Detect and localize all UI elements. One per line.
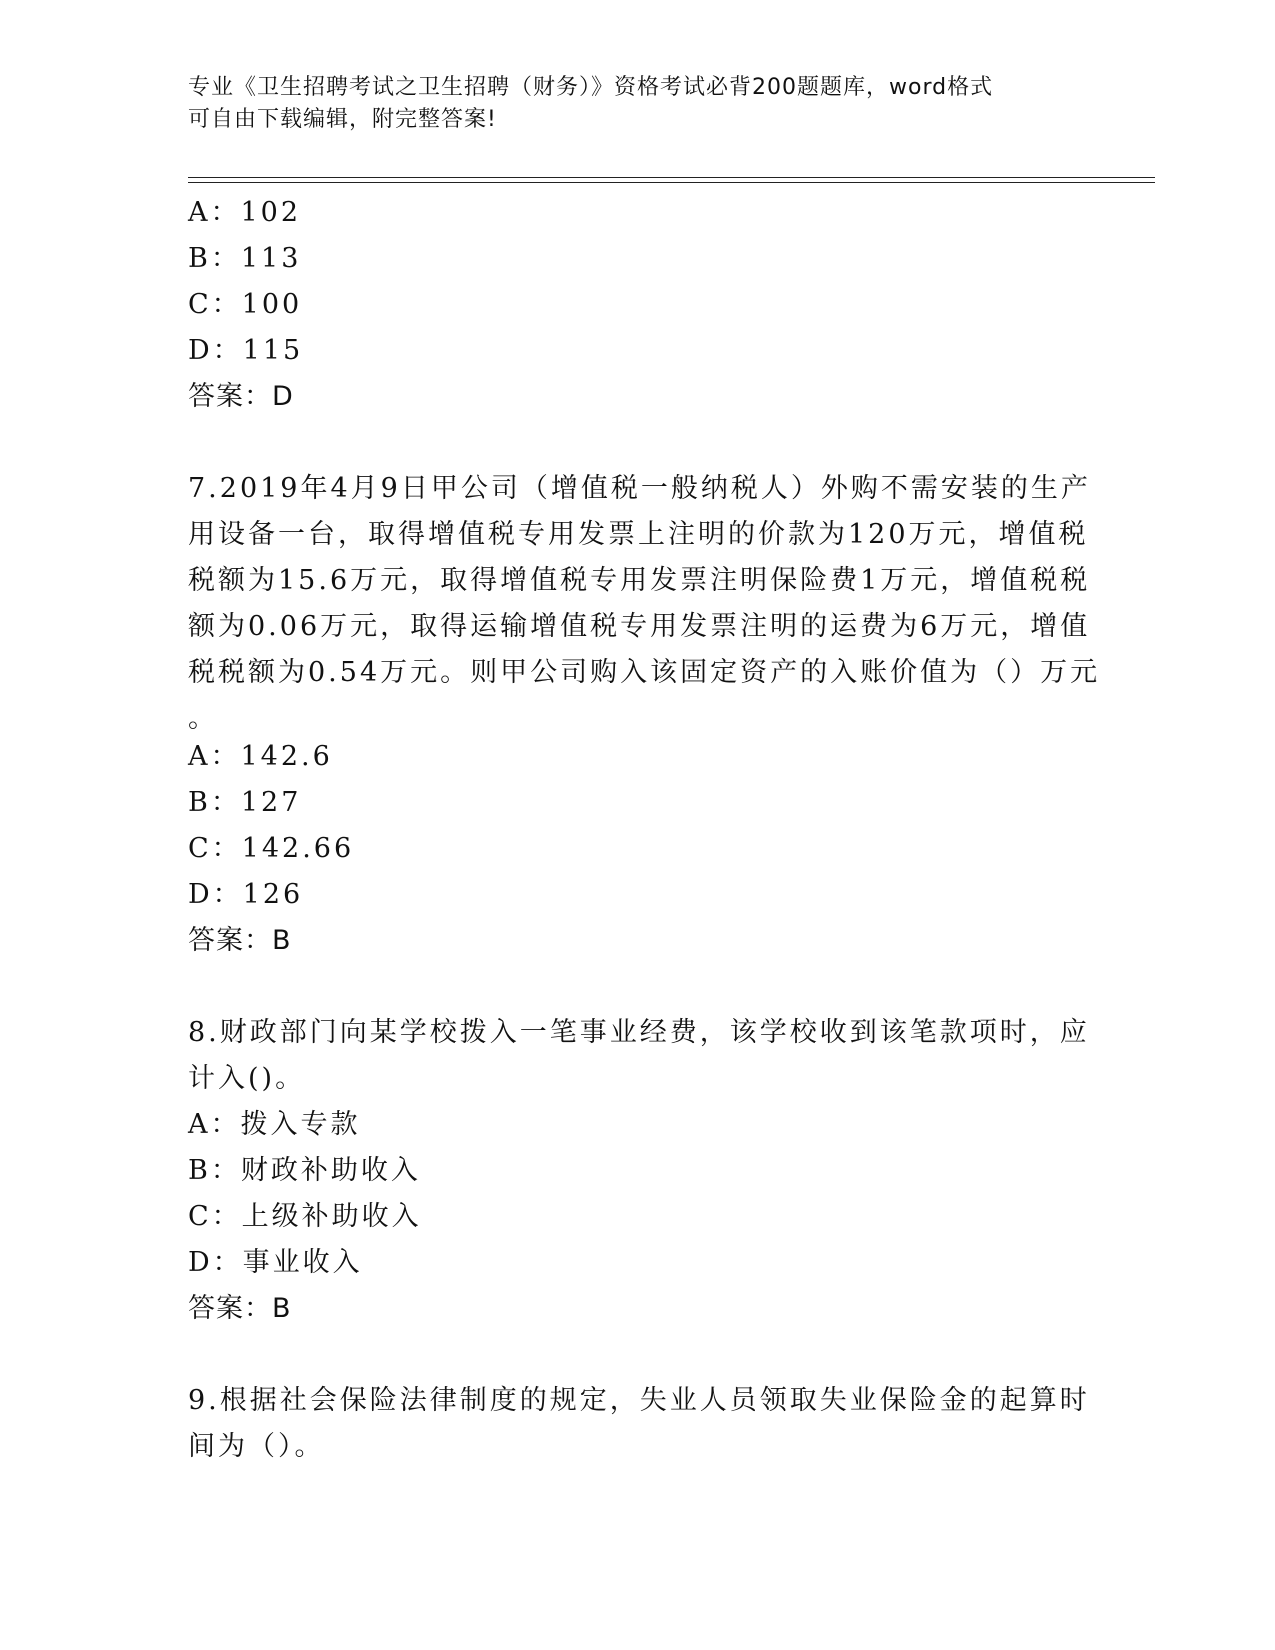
question-7 [188, 466, 1101, 964]
question-text-line: 用设备一台，取得增值税专用发票上注明的价款为120万元，增值税 [188, 519, 1089, 550]
answer: 答案：D [188, 381, 294, 412]
question-6 [188, 190, 1088, 420]
option-c: C：100 [188, 289, 303, 320]
question-9 [188, 1378, 1088, 1470]
question-content [188, 190, 1101, 1470]
header-divider-bottom [188, 182, 1155, 183]
option-d: D：115 [188, 335, 304, 366]
option-c: C：142.66 [188, 833, 355, 864]
spacer [188, 964, 1088, 1010]
option-b: B：127 [188, 787, 302, 818]
option-b: B：113 [188, 243, 302, 274]
question-text-line: 9.根据社会保险法律制度的规定，失业人员领取失业保险金的起算时 [188, 1385, 1090, 1416]
option-d: D：126 [188, 879, 304, 910]
option-c: C：上级补助收入 [188, 1201, 422, 1232]
question-text-line: 间为（）。 [188, 1431, 325, 1462]
question-text-line: 7.2019年4月9日甲公司（增值税一般纳税人）外购不需安装的生产 [188, 473, 1091, 504]
answer: 答案：B [188, 1293, 292, 1324]
question-text-line: 税税额为0.54万元。则甲公司购入该固定资产的入账价值为（）万元 [188, 657, 1101, 688]
question-text-line: 计入()。 [188, 1063, 306, 1094]
question-8 [188, 1010, 1088, 1332]
question-text-line: 。 [188, 703, 218, 734]
spacer [188, 1332, 1088, 1378]
header-divider-top [188, 177, 1155, 178]
question-text-line: 税额为15.6万元，取得增值税专用发票注明保险费1万元，增值税税 [188, 565, 1091, 596]
question-text-line: 额为0.06万元，取得运输增值税专用发票注明的运费为6万元，增值 [188, 611, 1091, 642]
option-b: B：财政补助收入 [188, 1155, 421, 1186]
question-text-line: 8.财政部门向某学校拨入一笔事业经费，该学校收到该笔款项时，应 [188, 1017, 1090, 1048]
option-a: A：142.6 [188, 741, 333, 772]
document-header [188, 72, 1068, 136]
spacer [188, 420, 1088, 466]
header-line-2: 可自由下载编辑，附完整答案! [188, 107, 497, 132]
option-a: A：102 [188, 197, 302, 228]
header-line-1: 专业《卫生招聘考试之卫生招聘（财务）》资格考试必背200题题库，word格式 [188, 75, 994, 100]
answer: 答案：B [188, 925, 292, 956]
option-d: D：事业收入 [188, 1247, 363, 1278]
option-a: A：拨入专款 [188, 1109, 361, 1140]
